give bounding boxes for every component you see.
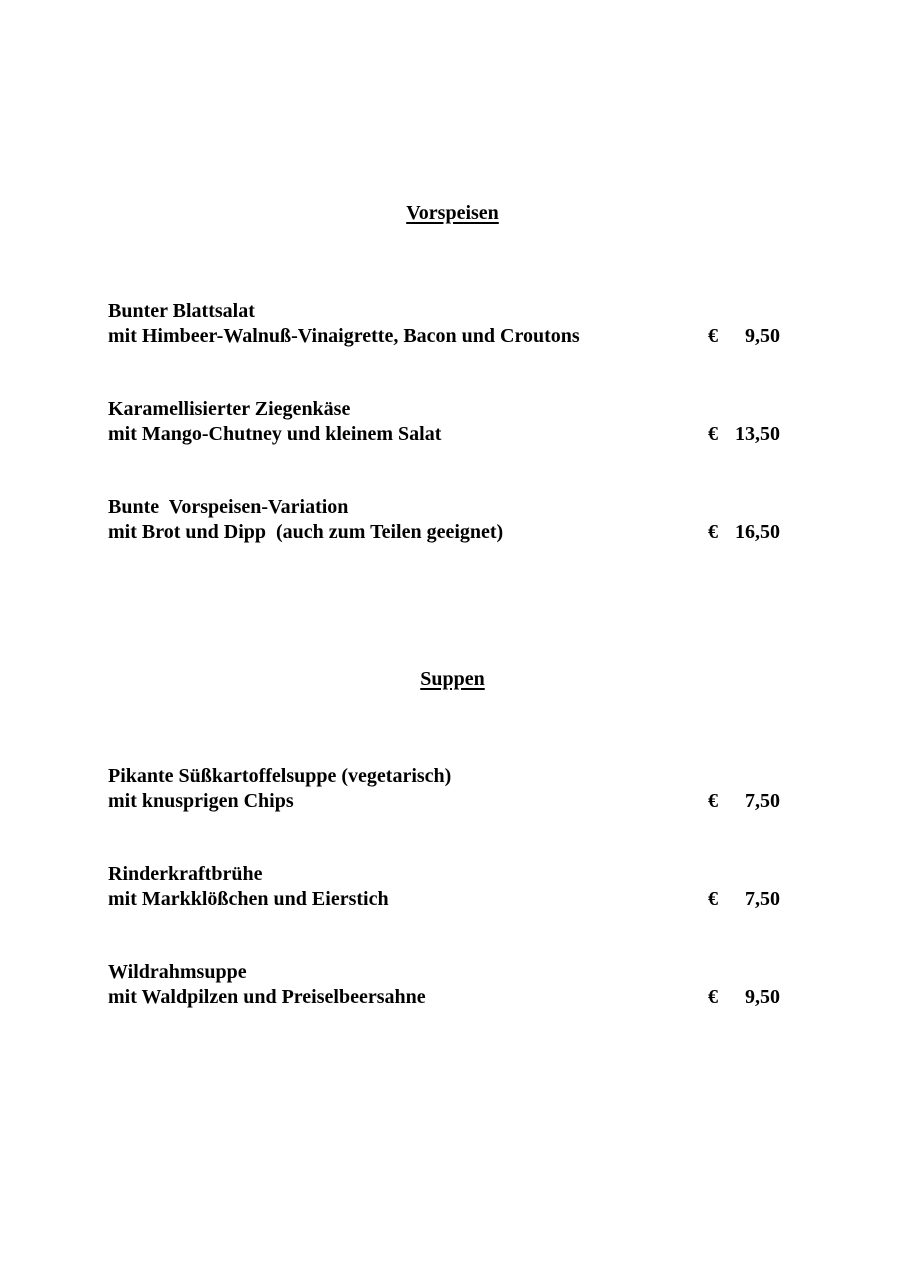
item-name: Bunte Vorspeisen-Variation [108,496,349,518]
item-price [708,985,780,1009]
menu-item-vorspeisen-variation [108,495,780,545]
currency-symbol: € [708,790,718,812]
menu-item-wildrahmsuppe [108,960,780,1010]
item-price [708,520,780,544]
item-description: mit Mango-Chutney und kleinem Salat [108,423,442,445]
item-description: mit Markklößchen und Eierstich [108,888,389,910]
menu-item-bunter-blattsalat [108,299,780,349]
currency-symbol: € [708,423,718,445]
currency-symbol: € [708,888,718,910]
price-amount: 13,50 [735,423,780,445]
price-amount: 9,50 [745,325,780,347]
currency-symbol: € [708,325,718,347]
menu-item-suesskartoffelsuppe [108,764,780,814]
item-name: Rinderkraftbrühe [108,863,263,885]
item-description: mit Himbeer-Walnuß-Vinaigrette, Bacon und Croutons [108,325,580,347]
item-price [708,324,780,348]
currency-symbol: € [708,521,718,543]
item-name: Wildrahmsuppe [108,961,247,983]
item-price [708,887,780,911]
currency-symbol: € [708,986,718,1008]
item-name: Pikante Süßkartoffelsuppe (vegetarisch) [108,765,452,787]
price-amount: 16,50 [735,521,780,543]
price-amount: 7,50 [745,888,780,910]
price-amount: 7,50 [745,790,780,812]
item-description: mit knusprigen Chips [108,790,294,812]
section-title-suppen: Suppen [420,668,485,690]
menu-item-ziegenkaese [108,397,780,447]
menu-item-rinderkraftbruehe [108,862,780,912]
item-name: Karamellisierter Ziegenkäse [108,398,351,420]
price-amount: 9,50 [745,986,780,1008]
item-price [708,789,780,813]
section-title-vorspeisen: Vorspeisen [406,202,499,224]
item-name: Bunter Blattsalat [108,300,255,322]
item-price [708,422,780,446]
item-description: mit Brot und Dipp (auch zum Teilen geeignet) [108,521,504,543]
item-description: mit Waldpilzen und Preiselbeersahne [108,986,426,1008]
